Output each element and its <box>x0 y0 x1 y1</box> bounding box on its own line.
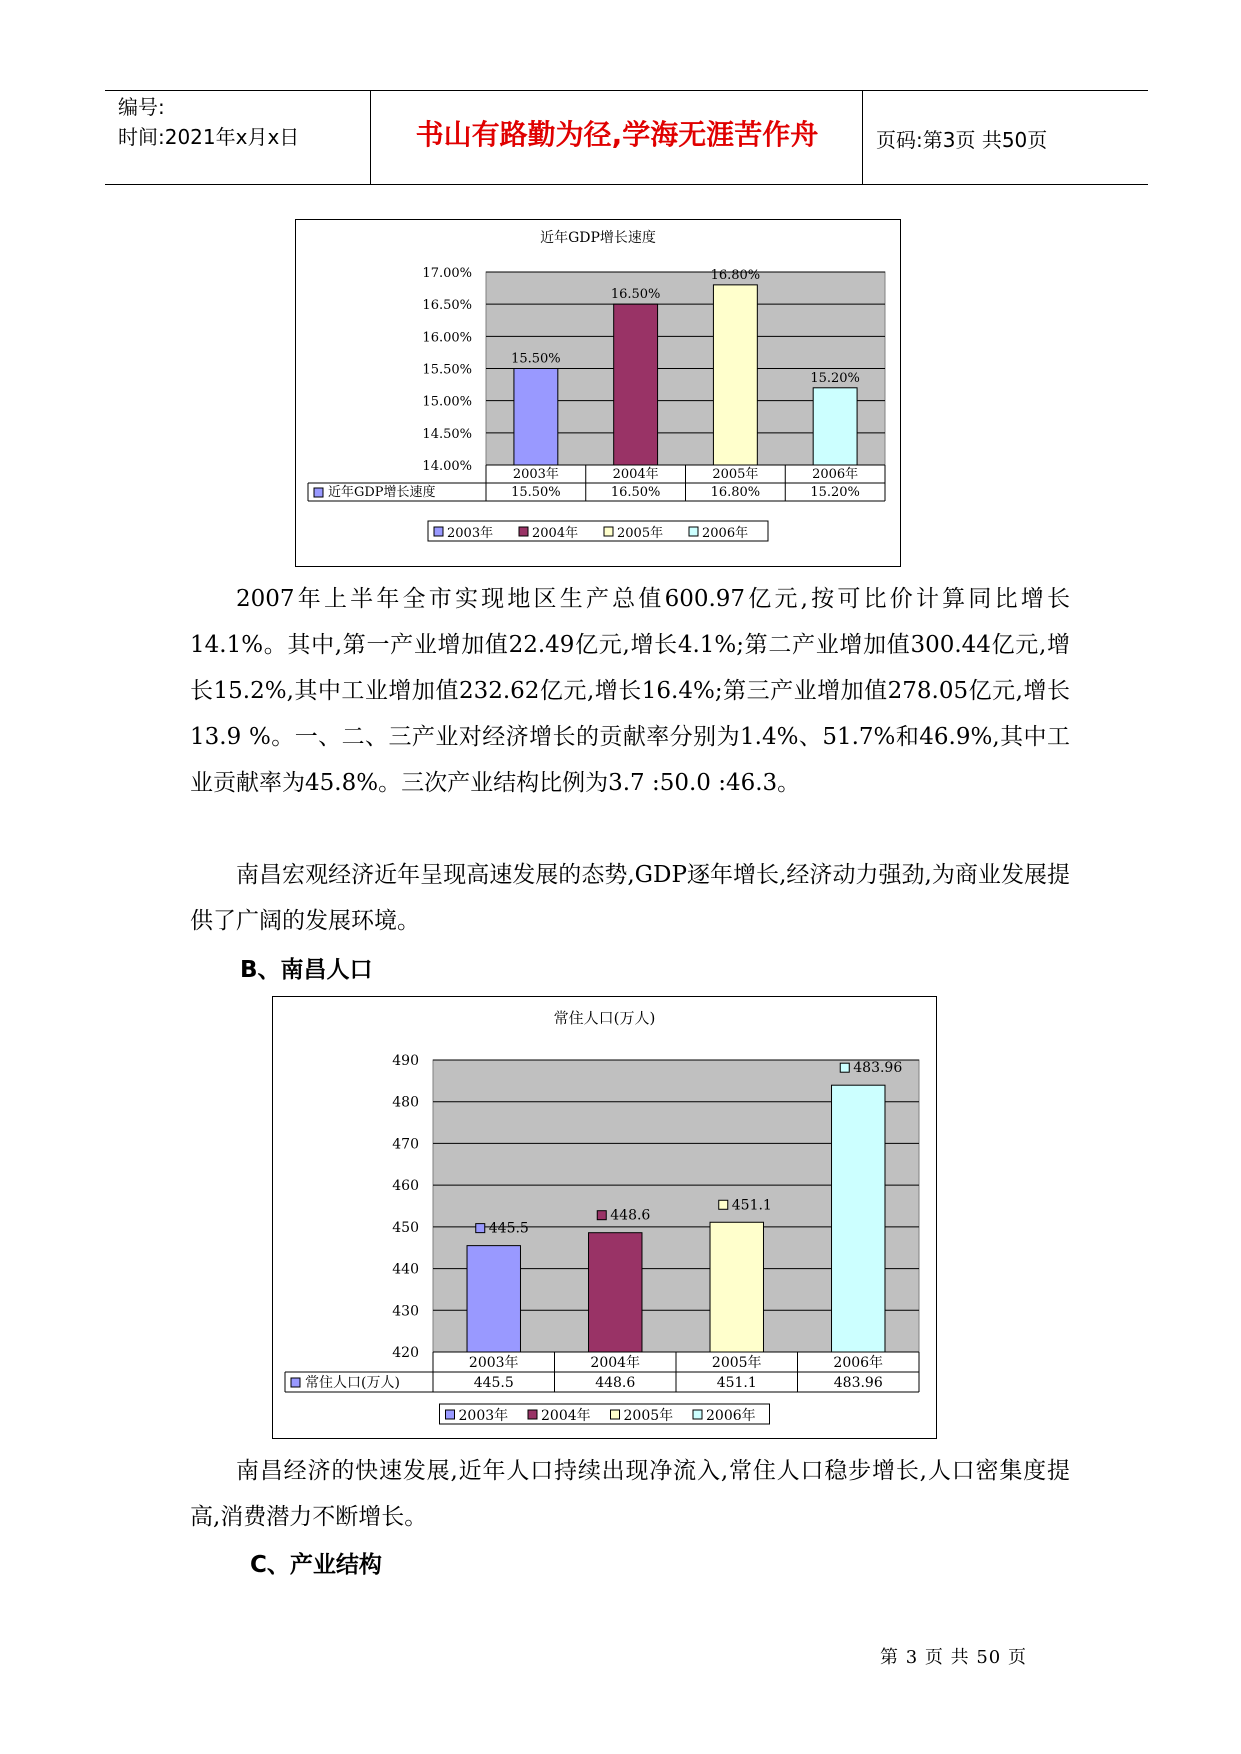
paragraph-population: 南昌经济的快速发展,近年人口持续出现净流入,常住人口稳步增长,人口密集度提高,消费潜力不断增长。 <box>190 1458 1070 1530</box>
gdp-legend-key <box>689 527 698 536</box>
pop-table-value: 483.96 <box>833 1375 883 1391</box>
pop-data-label: 451.1 <box>731 1197 772 1214</box>
gdp-data-label: 15.20% <box>810 370 860 386</box>
pop-data-label-key <box>597 1211 606 1220</box>
pop-y-tick-label: 490 <box>392 1053 419 1069</box>
gdp-x-tick-label: 2003年 <box>512 467 559 482</box>
pop-bar <box>832 1085 885 1352</box>
pop-bar <box>589 1233 642 1352</box>
header-top-rule <box>105 90 1148 91</box>
population-chart-svg <box>273 997 936 1438</box>
header-bottom-rule <box>105 184 1148 185</box>
header-divider-right <box>862 91 863 184</box>
gdp-y-tick-label: 17.00% <box>422 266 472 281</box>
pop-data-label-key <box>719 1200 728 1209</box>
gdp-legend-key <box>604 527 613 536</box>
gdp-table-value: 15.20% <box>810 485 860 500</box>
pop-y-tick-label: 430 <box>392 1303 419 1320</box>
gdp-y-tick-label: 14.50% <box>422 426 472 442</box>
pop-legend-key <box>528 1410 537 1419</box>
pop-data-label: 483.96 <box>853 1060 903 1077</box>
population-chart <box>272 996 937 1439</box>
pop-table-series-name: 常住人口(万人) <box>305 1375 400 1391</box>
pop-data-label-key <box>476 1224 485 1233</box>
gdp-data-label: 15.50% <box>511 351 561 367</box>
gdp-table-value: 16.50% <box>610 485 661 500</box>
paragraph-gdp-h1-2007: 2007年上半年全市实现地区生产总值600.97亿元,按可比价计算同比增长14.1%。其中,第一产业增加值22.49亿元,增长4.1%;第二产业增加值300.44亿元,增长15.2%,其中工业增加值232.62亿元,增长16.4%;第三产业增加值278.05亿元,增长13.9 %。一、二、三产业对经济增长的贡献率分别为1.4%、51.7%和46.9%,其中工业贡献率为45.8%。三次产业结构比例为3.7 :50.0 :46.3。 <box>190 586 1070 796</box>
pop-table-value: 445.5 <box>473 1375 514 1391</box>
pop-data-label: 445.5 <box>488 1220 529 1237</box>
header-page-info: 页码:第3页 共50页 <box>876 128 1048 152</box>
gdp-legend-label: 2003年 <box>447 526 494 541</box>
pop-y-tick-label: 440 <box>392 1261 419 1278</box>
gdp-y-tick-label: 15.50% <box>422 362 472 378</box>
pop-legend-key <box>611 1410 620 1419</box>
gdp-bar <box>713 285 757 465</box>
pop-legend-label: 2005年 <box>623 1408 674 1424</box>
heading-industry-structure: C、产业结构 <box>250 1552 382 1578</box>
paragraph-macro-economy: 南昌宏观经济近年呈现高速发展的态势,GDP逐年增长,经济动力强劲,为商业发展提供了广阔的发展环境。 <box>190 862 1070 934</box>
gdp-x-tick-label: 2004年 <box>612 467 659 482</box>
pop-bar <box>467 1246 520 1352</box>
gdp-chart-svg <box>296 220 900 566</box>
pop-y-tick-label: 480 <box>392 1094 419 1111</box>
pop-y-tick-label: 420 <box>392 1345 419 1361</box>
gdp-legend-key <box>519 527 528 536</box>
pop-x-tick-label: 2004年 <box>590 1355 641 1371</box>
gdp-y-tick-label: 15.00% <box>422 394 472 410</box>
header-number-label: 编号: <box>118 95 165 119</box>
gdp-y-tick-label: 16.50% <box>422 298 472 314</box>
gdp-chart <box>295 219 901 567</box>
pop-table-value: 451.1 <box>716 1375 757 1391</box>
pop-legend-label: 2003年 <box>458 1408 509 1424</box>
pop-legend-label: 2006年 <box>706 1408 756 1424</box>
gdp-data-label: 16.80% <box>710 267 761 283</box>
pop-chart-title: 常住人口(万人) <box>553 1009 656 1027</box>
pop-table-value: 448.6 <box>595 1375 636 1391</box>
header-time-label: 时间:2021年x月x日 <box>118 125 300 149</box>
gdp-data-label: 16.50% <box>610 287 661 303</box>
pop-x-tick-label: 2003年 <box>468 1355 519 1371</box>
gdp-y-tick-label: 14.00% <box>422 459 472 474</box>
page-footer: 第 3 页 共 50 页 <box>880 1647 1027 1668</box>
pop-y-tick-label: 450 <box>392 1219 419 1236</box>
pop-y-tick-label: 460 <box>392 1178 419 1195</box>
header-meta <box>118 92 299 152</box>
gdp-table-value: 16.80% <box>710 485 761 500</box>
pop-data-label: 448.6 <box>610 1207 651 1224</box>
gdp-bar <box>813 388 857 465</box>
heading-population: B、南昌人口 <box>240 957 373 983</box>
pop-legend-key <box>693 1410 702 1419</box>
pop-x-tick-label: 2005年 <box>711 1355 762 1371</box>
gdp-legend-label: 2006年 <box>702 526 749 541</box>
gdp-y-tick-label: 16.00% <box>422 330 472 346</box>
pop-legend-key <box>446 1410 455 1419</box>
gdp-x-tick-label: 2005年 <box>712 467 759 482</box>
pop-y-tick-label: 470 <box>392 1136 419 1153</box>
gdp-legend-label: 2005年 <box>617 526 664 541</box>
gdp-legend-key <box>434 527 443 536</box>
gdp-table-value: 15.50% <box>511 485 561 500</box>
gdp-bar <box>514 369 558 466</box>
pop-table-series-key <box>291 1378 300 1387</box>
pop-x-tick-label: 2006年 <box>833 1355 884 1371</box>
pop-data-label-key <box>840 1063 849 1072</box>
gdp-chart-title: 近年GDP增长速度 <box>540 230 656 246</box>
pop-bar <box>710 1222 763 1352</box>
header-divider-left <box>370 91 371 184</box>
gdp-x-tick-label: 2006年 <box>812 467 859 482</box>
gdp-table-series-name: 近年GDP增长速度 <box>328 485 436 500</box>
gdp-legend-label: 2004年 <box>532 526 579 541</box>
gdp-table-series-key <box>314 488 323 497</box>
gdp-bar <box>614 304 658 465</box>
pop-legend-label: 2004年 <box>541 1408 591 1424</box>
header-motto: 书山有路勤为径,学海无涯苦作舟 <box>415 118 819 151</box>
